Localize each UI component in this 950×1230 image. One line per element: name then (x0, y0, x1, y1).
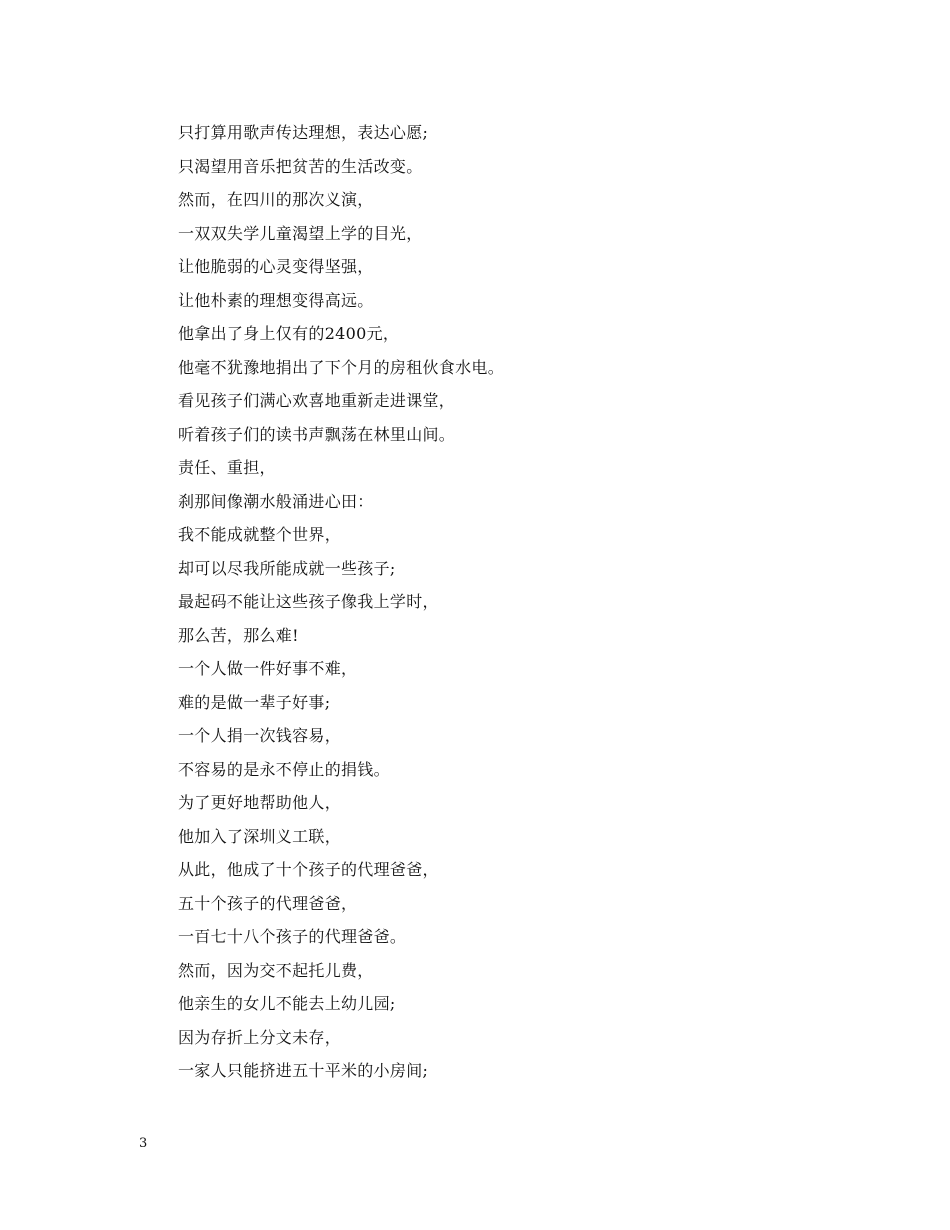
text-line: 从此，他成了十个孩子的代理爸爸， (178, 860, 439, 879)
text-line: 只打算用歌声传达理想，表达心愿; (178, 123, 429, 142)
text-line: 然而，因为交不起托儿费， (178, 960, 374, 980)
text-line: 让他朴素的理想变得高远。 (178, 290, 374, 310)
text-line: 听着孩子们的读书声飘荡在林里山间。 (178, 424, 456, 444)
text-line: 一个人捐一次钱容易， (178, 726, 342, 745)
text-line: 五十个孩子的代理爸爸， (178, 893, 358, 913)
text-line: 看见孩子们满心欢喜地重新走进课堂， (178, 391, 456, 410)
page-number: 3 (139, 1136, 148, 1151)
text-line: 为了更好地帮助他人， (178, 793, 342, 812)
text-line: 责任、重担， (178, 458, 276, 477)
text-line: 那么苦，那么难! (178, 625, 299, 645)
text-line: 却可以尽我所能成就一些孩子; (178, 558, 396, 578)
text-line: 他毫不犹豫地捐出了下个月的房租伙食水电。 (178, 357, 505, 377)
poem-text-block (178, 116, 878, 1088)
text-line: 不容易的是永不停止的捐钱。 (178, 759, 390, 779)
text-line: 然而，在四川的那次义演， (178, 190, 374, 209)
text-line: 一家人只能挤进五十平米的小房间; (178, 1061, 429, 1080)
text-line: 一百七十八个孩子的代理爸爸。 (178, 927, 407, 946)
text-line: 我不能成就整个世界， (178, 525, 342, 544)
text-line: 他加入了深圳义工联， (178, 826, 342, 846)
text-line: 让他脆弱的心灵变得坚强， (178, 257, 374, 276)
text-line: 刹那间像潮水般涌进心田： (178, 491, 374, 511)
text-line: 因为存折上分文未存， (178, 1027, 342, 1047)
text-line: 他亲生的女儿不能去上幼儿园; (178, 994, 396, 1013)
text-line: 一个人做一件好事不难， (178, 659, 358, 678)
text-line: 他拿出了身上仅有的2400元， (178, 324, 400, 343)
text-line: 难的是做一辈子好事; (178, 692, 331, 712)
text-line: 一双双失学儿童渴望上学的目光， (178, 223, 423, 243)
text-line: 只渴望用音乐把贫苦的生活改变。 (178, 156, 423, 176)
text-line: 最起码不能让这些孩子像我上学时， (178, 592, 439, 611)
